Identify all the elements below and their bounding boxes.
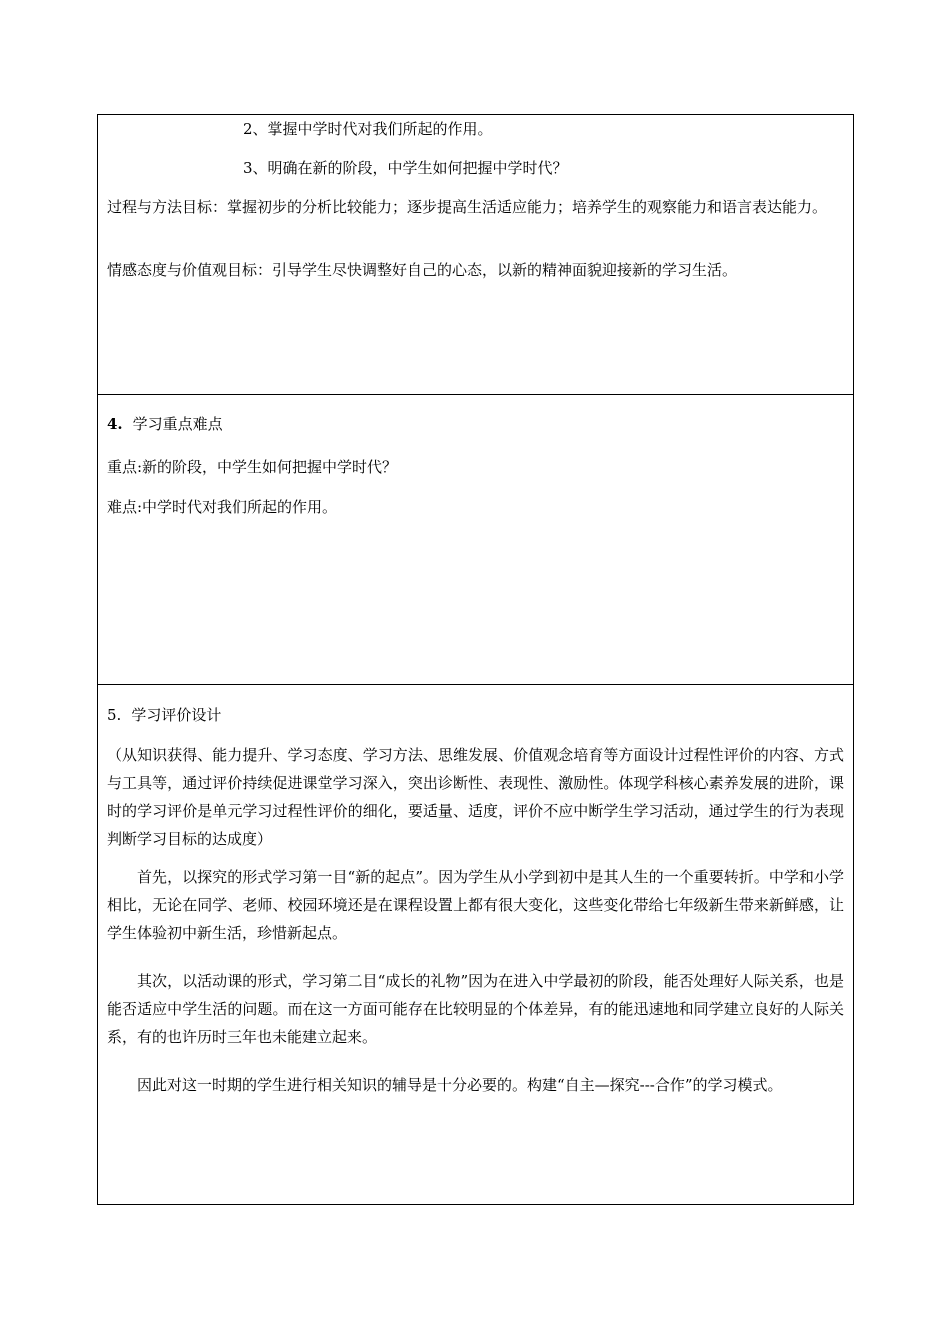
emotion-value-goal: 情感态度与价值观目标：引导学生尽快调整好自己的心态，以新的精神面貌迎接新的学习生活。 — [107, 261, 738, 279]
objective-item-3: 3、明确在新的阶段，中学生如何把握中学时代？ — [243, 159, 568, 177]
evaluation-guidance: （从知识获得、能力提升、学习态度、学习方法、思维发展、价值观念培育等方面设计过程性评价的内容、方式与工具等，通过评价持续促进课堂学习深入，突出诊断性、表现性、激励性。体现学科核心素养发展的进阶，课时的学习评价是单元学习过程性评价的细化，要适量、适度，评价不应中断学生学习活动，通过学生的行为表现判断学习目标的达成度） — [107, 746, 844, 848]
objective-item-2: 2、掌握中学时代对我们所起的作用。 — [243, 120, 493, 138]
evaluation-paragraph-3: 因此对这一时期的学生进行相关知识的辅导是十分必要的。构建“自主—探究---合作”的学习模式。 — [137, 1076, 783, 1094]
evaluation-paragraph-1: 首先，以探究的形式学习第一目“新的起点”。因为学生从小学到初中是其人生的一个重要转折。中学和小学相比，无论在同学、老师、校园环境还是在课程设置上都有很大变化，这些变化带给七年级新生带来新鲜感，让学生体验初中新生活，珍惜新起点。 — [107, 868, 844, 942]
objectives-cell — [98, 115, 853, 395]
section-4-number: 4. — [107, 415, 123, 433]
section-4-heading — [107, 410, 844, 439]
evaluation-paragraph-2: 其次，以活动课的形式，学习第二目“成长的礼物”因为在进入中学最初的阶段，能否处理好人际关系，也是能否适应中学生活的问题。而在这一方面可能存在比较明显的个体差异，有的能迅速地和同学建立良好的人际关系，有的也许历时三年也未能建立起来。 — [107, 972, 844, 1046]
section-4-title: 学习重点难点 — [132, 415, 223, 433]
section-5-number: 5. — [107, 706, 122, 724]
section-5-title: 学习评价设计 — [131, 706, 222, 724]
key-points-cell — [98, 395, 853, 685]
process-method-goal: 过程与方法目标：掌握初步的分析比较能力；逐步提高生活适应能力；培养学生的观察能力和语言表达能力。 — [107, 198, 828, 216]
section-5-heading — [107, 701, 844, 730]
lesson-plan-table — [97, 114, 854, 1205]
evaluation-cell — [98, 685, 853, 1204]
key-point: 重点:新的阶段，中学生如何把握中学时代？ — [107, 458, 398, 476]
difficulty-point: 难点:中学时代对我们所起的作用。 — [107, 498, 338, 516]
